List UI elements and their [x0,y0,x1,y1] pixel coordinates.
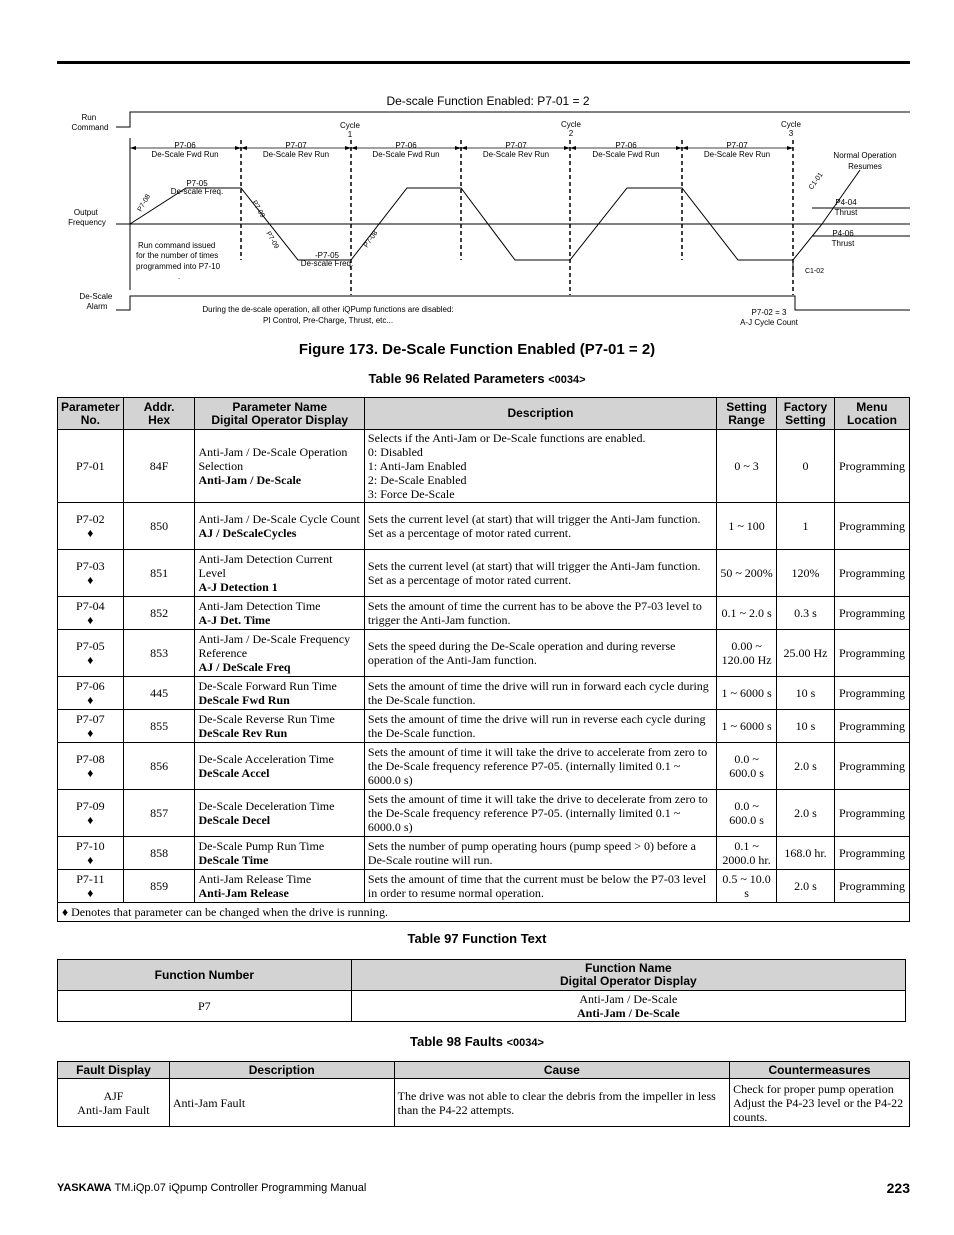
setting-range-cell: 0.00 ~ 120.00 Hz [717,630,777,677]
param-name-cell: Anti-Jam / De-Scale Operation Selection Anti-Jam / De-Scale [195,430,364,503]
addr-cell: 858 [123,837,195,870]
menu-location-cell: Programming [834,710,909,743]
description-cell: Selects if the Anti-Jam or De-Scale functions are enabled. 0: Disabled 1: Anti-Jam Enabled 2: De-Scale Enabled 3: Force De-Scale [364,430,716,503]
fwd-freq-label: P7-05 De-scale Freq. [170,179,224,196]
parameter-row [58,790,910,837]
segment-label: P7-07 De-Scale Rev Run [262,141,330,159]
parameter-row [58,710,910,743]
setting-range-cell: 0 ~ 3 [717,430,777,503]
fault-description-cell: Anti-Jam Fault [169,1079,394,1127]
alarm-note: During the de-scale operation, all other iQPump functions are disabled: PI Control, Pre-Charge, Thrust, etc... [202,305,454,325]
header-fault-description: Description [169,1062,394,1079]
factory-setting-cell: 0.3 s [777,597,835,630]
param-no-cell: P7-01 [58,430,124,503]
param-no-cell: P7-07 ♦ [58,710,124,743]
parameter-row [58,630,910,677]
setting-range-cell: 0.1 ~ 2000.0 hr. [717,837,777,870]
setting-range-cell: 0.5 ~ 10.0 s [717,870,777,903]
segment-label: P7-07 De-Scale Rev Run [482,141,550,159]
segment-label: P7-06 De-Scale Fwd Run [151,141,219,159]
param-no-cell: P7-08 ♦ [58,743,124,790]
fault-countermeasures-cell: Check for proper pump operation Adjust the P4-23 level or the P4-22 counts. [730,1079,910,1127]
function-number-cell: P7 [58,991,352,1022]
header-factory-setting: Factory Setting [777,398,835,430]
menu-location-cell: Programming [834,790,909,837]
description-cell: Sets the amount of time the drive will run in reverse each cycle during the De-Scale function. [364,710,716,743]
factory-setting-cell: 10 s [777,710,835,743]
param-no-cell: P7-03 ♦ [58,550,124,597]
parameter-row [58,550,910,597]
addr-cell: 851 [123,550,195,597]
parameter-row [58,430,910,503]
description-cell: Sets the speed during the De-Scale operation and during reverse operation of the Anti-Jam function. [364,630,716,677]
param-no-cell: P7-05 ♦ [58,630,124,677]
parameter-row [58,837,910,870]
param-name-cell: Anti-Jam Detection Current Level A-J Detection 1 [195,550,364,597]
function-name-cell: Anti-Jam / De-Scale Anti-Jam / De-Scale [351,991,905,1022]
menu-location-cell: Programming [834,743,909,790]
footer: YASKAWA TM.iQp.07 iQpump Controller Programming Manual [57,1182,367,1194]
setting-range-cell: 0.1 ~ 2.0 s [717,597,777,630]
setting-range-cell: 1 ~ 6000 s [717,677,777,710]
addr-cell: 857 [123,790,195,837]
parameter-row [58,743,910,790]
factory-setting-cell: 120% [777,550,835,597]
header-fault-cause: Cause [394,1062,729,1079]
table97-caption: Table 97 Function Text [407,931,547,946]
menu-location-cell: Programming [834,870,909,903]
p4-04-thrust-label: P4-04 Thrust [834,198,858,217]
param-name-cell: De-Scale Deceleration Time DeScale Decel [195,790,364,837]
slope-label-c1-02: C1-02 [805,268,825,275]
param-name-cell: Anti-Jam / De-Scale Cycle Count AJ / DeScaleCycles [195,503,364,550]
param-name-cell: Anti-Jam Release Time Anti-Jam Release [195,870,364,903]
cycle-1-label: Cycle 1 [339,121,361,139]
param-no-cell: P7-09 ♦ [58,790,124,837]
header-menu-location: Menu Location [834,398,909,430]
addr-cell: 850 [123,503,195,550]
param-no-cell: P7-11 ♦ [58,870,124,903]
table96-caption: Table 96 Related Parameters <0034> [368,371,586,386]
descale-timing-diagram [0,80,954,340]
description-cell: Sets the current level (at start) that will trigger the Anti-Jam function. Set as a percentage of motor rated current. [364,550,716,597]
header-function-number: Function Number [58,960,352,991]
factory-setting-cell: 25.00 Hz [777,630,835,677]
figure-caption: Figure 173. De-Scale Function Enabled (P7-01 = 2) [298,341,656,358]
addr-cell: 84F [123,430,195,503]
header-addr: Addr. Hex [123,398,195,430]
setting-range-cell: 1 ~ 6000 s [717,710,777,743]
factory-setting-cell: 0 [777,430,835,503]
menu-location-cell: Programming [834,677,909,710]
description-cell: Sets the amount of time it will take the drive to accelerate from zero to the De-Scale frequency reference P7-05. (internally limited 0.1 ~ 6000.0 s) [364,743,716,790]
setting-range-cell: 0.0 ~ 600.0 s [717,790,777,837]
addr-cell: 852 [123,597,195,630]
parameter-row [58,677,910,710]
segment-label: P7-06 De-Scale Fwd Run [372,141,440,159]
page-number: 223 [886,1180,910,1196]
factory-setting-cell: 1 [777,503,835,550]
segment-label: P7-06 De-Scale Fwd Run [592,141,660,159]
slope-label-p7-08: P7-08 [362,229,380,250]
param-name-cell: Anti-Jam / De-Scale Frequency Reference AJ / DeScale Freq [195,630,364,677]
menu-location-cell: Programming [834,837,909,870]
header-rule [57,61,910,64]
description-cell: Sets the amount of time the current has to be above the P7-03 level to trigger the Anti-Jam function. [364,597,716,630]
param-no-cell: P7-10 ♦ [58,837,124,870]
slope-label-c1-01: C1-01 [807,171,825,192]
header-function-name: Function Name Digital Operator Display [351,960,905,991]
cycle-2-label: Cycle 2 [560,120,582,138]
p4-06-thrust-label: P4-06 Thrust [831,229,855,248]
related-parameters-table [57,397,910,922]
parameter-row [58,503,910,550]
rev-freq-label: -P7-05 De-scale Freq. [300,251,354,268]
param-name-cell: Anti-Jam Detection Time A-J Det. Time [195,597,364,630]
header-param-no: Parameter No. [58,398,124,430]
factory-setting-cell: 2.0 s [777,743,835,790]
slope-label-p7-09: P7-09 [264,230,280,251]
menu-location-cell: Programming [834,630,909,677]
footnote: ♦ Denotes that parameter can be changed when the drive is running. [58,903,910,922]
cycle-3-label: Cycle 3 [780,120,802,138]
description-cell: Sets the amount of time the drive will run in forward each cycle during the De-Scale function. [364,677,716,710]
setting-range-cell: 1 ~ 100 [717,503,777,550]
factory-setting-cell: 2.0 s [777,790,835,837]
menu-location-cell: Programming [834,503,909,550]
addr-cell: 856 [123,743,195,790]
descale-alarm-label: De-Scale Alarm [79,292,113,311]
description-cell: Sets the number of pump operating hours (pump speed > 0) before a De-Scale routine will run. [364,837,716,870]
menu-location-cell: Programming [834,430,909,503]
header-setting-range: Setting Range [717,398,777,430]
param-name-cell: De-Scale Acceleration Time DeScale Accel [195,743,364,790]
parameter-row [58,597,910,630]
diagram-title: De-scale Function Enabled: P7-01 = 2 [386,94,590,108]
header-fault-display: Fault Display [58,1062,170,1079]
addr-cell: 855 [123,710,195,743]
segment-label: P7-07 De-Scale Rev Run [703,141,771,159]
addr-cell: 859 [123,870,195,903]
header-name: Parameter Name Digital Operator Display [195,398,364,430]
factory-setting-cell: 2.0 s [777,870,835,903]
slope-label-p7-09: P7-09 [250,199,266,220]
cycle-count-note: P7-02 = 3 A-J Cycle Count [740,308,798,327]
description-cell: Sets the current level (at start) that will trigger the Anti-Jam function. Set as a percentage of motor rated current. [364,503,716,550]
fault-display-cell: AJF Anti-Jam Fault [58,1079,170,1127]
header-countermeasures: Countermeasures [730,1062,910,1079]
param-name-cell: De-Scale Reverse Run Time DeScale Rev Run [195,710,364,743]
addr-cell: 445 [123,677,195,710]
setting-range-cell: 50 ~ 200% [717,550,777,597]
faults-table [57,1061,910,1127]
param-no-cell: P7-06 ♦ [58,677,124,710]
run-issued-note: Run command issued for the number of times programmed into P7-10 . [136,241,221,281]
fault-cause-cell: The drive was not able to clear the debris from the impeller in less than the P4-22 attempts. [394,1079,729,1127]
param-name-cell: De-Scale Forward Run Time DeScale Fwd Run [195,677,364,710]
header-description: Description [364,398,716,430]
factory-setting-cell: 10 s [777,677,835,710]
normal-operation-note: Normal Operation Resumes [833,151,897,171]
slope-label-p7-08: P7-08 [136,193,153,213]
menu-location-cell: Programming [834,597,909,630]
menu-location-cell: Programming [834,550,909,597]
table98-caption: Table 98 Faults <0034> [410,1034,544,1049]
description-cell: Sets the amount of time that the current must be below the P7-03 level in order to resume normal operation. [364,870,716,903]
parameter-row [58,870,910,903]
factory-setting-cell: 168.0 hr. [777,837,835,870]
output-frequency-label: Output Frequency [68,208,106,227]
setting-range-cell: 0.0 ~ 600.0 s [717,743,777,790]
description-cell: Sets the amount of time it will take the drive to decelerate from zero to the De-Scale frequency reference P7-05. (internally limited 0.1 ~ 6000.0 s) [364,790,716,837]
param-name-cell: De-Scale Pump Run Time DeScale Time [195,837,364,870]
run-command-label: Run Command [71,113,109,132]
addr-cell: 853 [123,630,195,677]
function-text-table [57,959,906,1022]
param-no-cell: P7-02 ♦ [58,503,124,550]
param-no-cell: P7-04 ♦ [58,597,124,630]
